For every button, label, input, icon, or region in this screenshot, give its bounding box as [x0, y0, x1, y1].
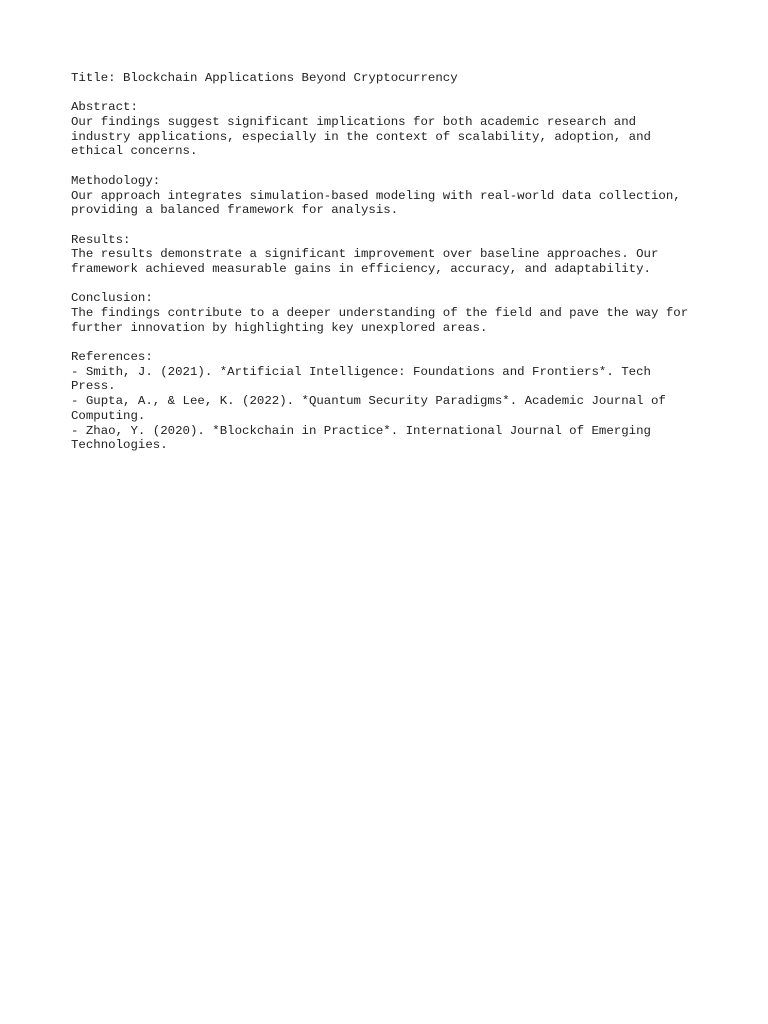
section-heading: Results:: [71, 232, 131, 247]
section-line: ethical concerns.: [71, 144, 198, 159]
spacer: [71, 86, 711, 101]
reference-line: Press.: [71, 379, 116, 394]
reference-line: - Zhao, Y. (2020). *Blockchain in Practice*. International Journal of Emerging: [71, 423, 651, 438]
section-conclusion: [71, 291, 711, 335]
section-line: The findings contribute to a deeper understanding of the field and pave the way for: [71, 306, 689, 320]
section-line: framework achieved measurable gains in efficiency, accuracy, and adaptability.: [71, 261, 651, 276]
section-heading: Conclusion:: [71, 291, 153, 306]
document-page: [71, 71, 711, 453]
section-methodology: [71, 174, 711, 218]
spacer: [71, 277, 711, 292]
section-heading: References:: [71, 350, 153, 365]
reference-line: - Smith, J. (2021). *Artificial Intelligence: Foundations and Frontiers*. Tech: [71, 364, 651, 379]
spacer: [71, 159, 711, 174]
section-line: industry applications, especially in the context of scalability, adoption, and: [71, 129, 651, 144]
reference-line: Computing.: [71, 408, 146, 423]
section-results: [71, 233, 711, 277]
section-line: Our approach integrates simulation-based modeling with real-world data collection,: [71, 188, 681, 203]
document-title: Title: Blockchain Applications Beyond Cryptocurrency: [71, 71, 458, 85]
section-line: Our findings suggest significant implications for both academic research and: [71, 115, 637, 130]
section-heading: Abstract:: [71, 100, 138, 115]
section-abstract: [71, 100, 711, 159]
section-line: The results demonstrate a significant improvement over baseline approaches. Our: [71, 247, 659, 262]
section-line: further innovation by highlighting key unexplored areas.: [71, 320, 488, 335]
section-line: providing a balanced framework for analysis.: [71, 203, 399, 218]
spacer: [71, 335, 711, 350]
reference-line: Technologies.: [71, 438, 168, 453]
reference-line: - Gupta, A., & Lee, K. (2022). *Quantum Security Paradigms*. Academic Journal of: [71, 394, 666, 409]
section-references: [71, 350, 711, 453]
section-heading: Methodology:: [71, 173, 161, 188]
spacer: [71, 218, 711, 233]
